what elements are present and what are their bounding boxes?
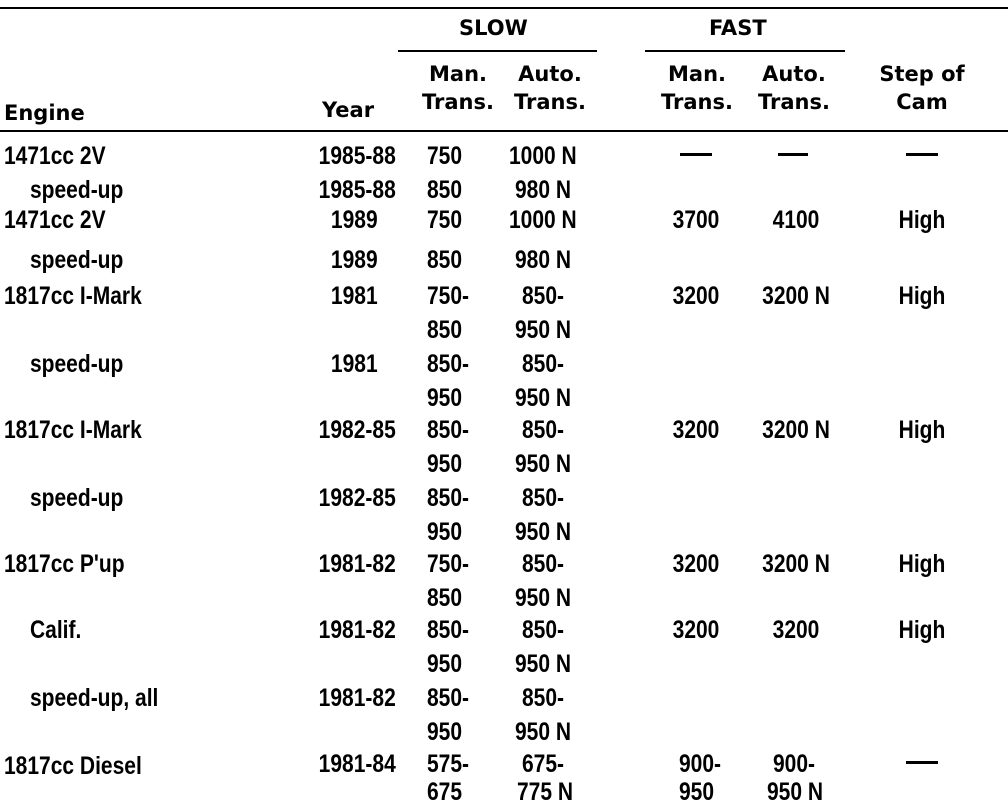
cell-slow-man-line2: 675 [427, 778, 463, 806]
cell-year: 1982-85 [318, 484, 396, 512]
cell-slow-auto: 850- [522, 550, 565, 578]
cell-year: 1985-88 [318, 142, 396, 170]
cell-year: 1981-84 [318, 750, 396, 778]
header-step-line1: Step of [879, 62, 965, 86]
cell-slow-man-line2: 950 [427, 650, 463, 678]
cell-fast-auto: 3200 [772, 616, 820, 644]
cell-slow-auto: 850- [522, 416, 565, 444]
cell-slow-man: 750- [427, 282, 470, 310]
fast-group-rule [645, 50, 845, 52]
cell-slow-auto: 675- [522, 750, 565, 778]
header-slow-auto-line1: Auto. [518, 62, 582, 86]
cell-slow-man: 750 [427, 206, 463, 234]
header-slow-man-line2: Trans. [422, 90, 494, 114]
header-fast-auto-line2: Trans. [758, 90, 830, 114]
cell-fast-man: 3200 [672, 282, 720, 310]
cell-engine: 1817cc I-Mark [4, 416, 142, 444]
cell-slow-auto: 980 N [515, 176, 572, 204]
cell-year: 1981-82 [318, 616, 396, 644]
cell-slow-man-line2: 950 [427, 718, 463, 746]
cell-slow-man: 750- [427, 550, 470, 578]
cell-slow-auto-line2: 950 N [515, 450, 572, 478]
header-year: Year [322, 98, 375, 122]
cell-engine: speed-up [30, 246, 124, 274]
cell-fast-man: 3700 [672, 206, 720, 234]
header-slow: SLOW [459, 16, 528, 40]
cell-fast-man: 3200 [672, 616, 720, 644]
header-slow-auto [500, 60, 600, 116]
cell-year: 1985-88 [318, 176, 396, 204]
cell-slow-man-line2: 950 [427, 384, 463, 412]
cell-engine: Calif. [30, 616, 82, 644]
header-step-line2: Cam [896, 90, 948, 114]
cell-slow-auto: 850- [522, 282, 565, 310]
cell-step: High [898, 206, 946, 234]
cell-slow-man: 850- [427, 416, 470, 444]
cell-engine: speed-up, all [30, 684, 159, 712]
cell-step: High [898, 550, 946, 578]
cell-slow-auto-line2: 950 N [515, 650, 572, 678]
cell-fast-auto: 3200 N [762, 550, 830, 578]
cell-fast-man-line2: 950 [679, 778, 715, 806]
header-fast: FAST [709, 16, 767, 40]
cell-year: 1989 [331, 246, 378, 274]
cell-slow-man: 850- [427, 484, 470, 512]
header-engine: Engine [4, 101, 85, 125]
cell-slow-auto: 850- [522, 350, 565, 378]
cell-year: 1981-82 [318, 550, 396, 578]
cell-slow-auto: 850- [522, 684, 565, 712]
cell-slow-man: 850- [427, 616, 470, 644]
cell-engine: 1471cc 2V [4, 142, 106, 170]
cell-engine: 1471cc 2V [4, 206, 106, 234]
cell-step: High [898, 416, 946, 444]
header-fast-man-line1: Man. [668, 62, 726, 86]
cell-fast-auto-dash [778, 153, 808, 156]
cell-slow-auto-line2: 775 N [517, 778, 574, 806]
cell-year: 1989 [331, 206, 378, 234]
cell-fast-man: 3200 [672, 416, 720, 444]
cell-slow-man-line2: 850 [427, 584, 463, 612]
cell-engine: speed-up [30, 176, 124, 204]
cell-slow-auto: 980 N [515, 246, 572, 274]
cell-step-dash [906, 761, 938, 764]
cell-engine: speed-up [30, 484, 124, 512]
header-fast-man [647, 60, 747, 116]
cell-year: 1981 [331, 282, 378, 310]
cell-fast-auto: 3200 N [762, 282, 830, 310]
cell-slow-man: 850 [427, 246, 463, 274]
cell-slow-auto-line2: 950 N [515, 718, 572, 746]
cell-fast-man-dash [680, 153, 712, 156]
header-fast-auto [744, 60, 844, 116]
cell-step: High [898, 616, 946, 644]
cell-slow-man: 575- [427, 750, 470, 778]
cell-fast-auto-line2: 950 N [767, 778, 824, 806]
cell-slow-man: 850- [427, 350, 470, 378]
header-fast-auto-line1: Auto. [762, 62, 826, 86]
header-slow-man [408, 60, 508, 116]
cell-slow-auto: 1000 N [509, 142, 577, 170]
cell-slow-man: 850- [427, 684, 470, 712]
cell-year: 1981 [331, 350, 378, 378]
cell-step-dash [906, 153, 938, 156]
header-slow-man-line1: Man. [429, 62, 487, 86]
top-rule [0, 7, 1008, 9]
cell-slow-man-line2: 950 [427, 450, 463, 478]
cell-engine: 1817cc I-Mark [4, 282, 142, 310]
cell-slow-auto: 1000 N [509, 206, 577, 234]
cell-engine: 1817cc Diesel [4, 752, 142, 780]
cell-engine: 1817cc P'up [4, 550, 125, 578]
cell-fast-man: 900- [679, 750, 722, 778]
slow-group-rule [398, 50, 597, 52]
cell-slow-man-line2: 950 [427, 518, 463, 546]
header-slow-auto-line2: Trans. [514, 90, 586, 114]
cell-slow-auto-line2: 950 N [515, 316, 572, 344]
cell-slow-man: 850 [427, 176, 463, 204]
cell-fast-auto: 900- [773, 750, 816, 778]
cell-fast-man: 3200 [672, 550, 720, 578]
cell-slow-auto-line2: 950 N [515, 518, 572, 546]
cell-slow-man-line2: 850 [427, 316, 463, 344]
cell-slow-auto-line2: 950 N [515, 384, 572, 412]
cell-slow-auto-line2: 950 N [515, 584, 572, 612]
cell-engine: speed-up [30, 350, 124, 378]
cell-step: High [898, 282, 946, 310]
header-step-of-cam [862, 60, 982, 116]
header-fast-man-line2: Trans. [661, 90, 733, 114]
cell-fast-auto: 3200 N [762, 416, 830, 444]
cell-slow-man: 750 [427, 142, 463, 170]
header-bottom-rule [0, 130, 1008, 132]
cell-slow-auto: 850- [522, 484, 565, 512]
cell-slow-auto: 850- [522, 616, 565, 644]
cell-fast-auto: 4100 [772, 206, 820, 234]
cell-year: 1981-82 [318, 684, 396, 712]
cell-year: 1982-85 [318, 416, 396, 444]
